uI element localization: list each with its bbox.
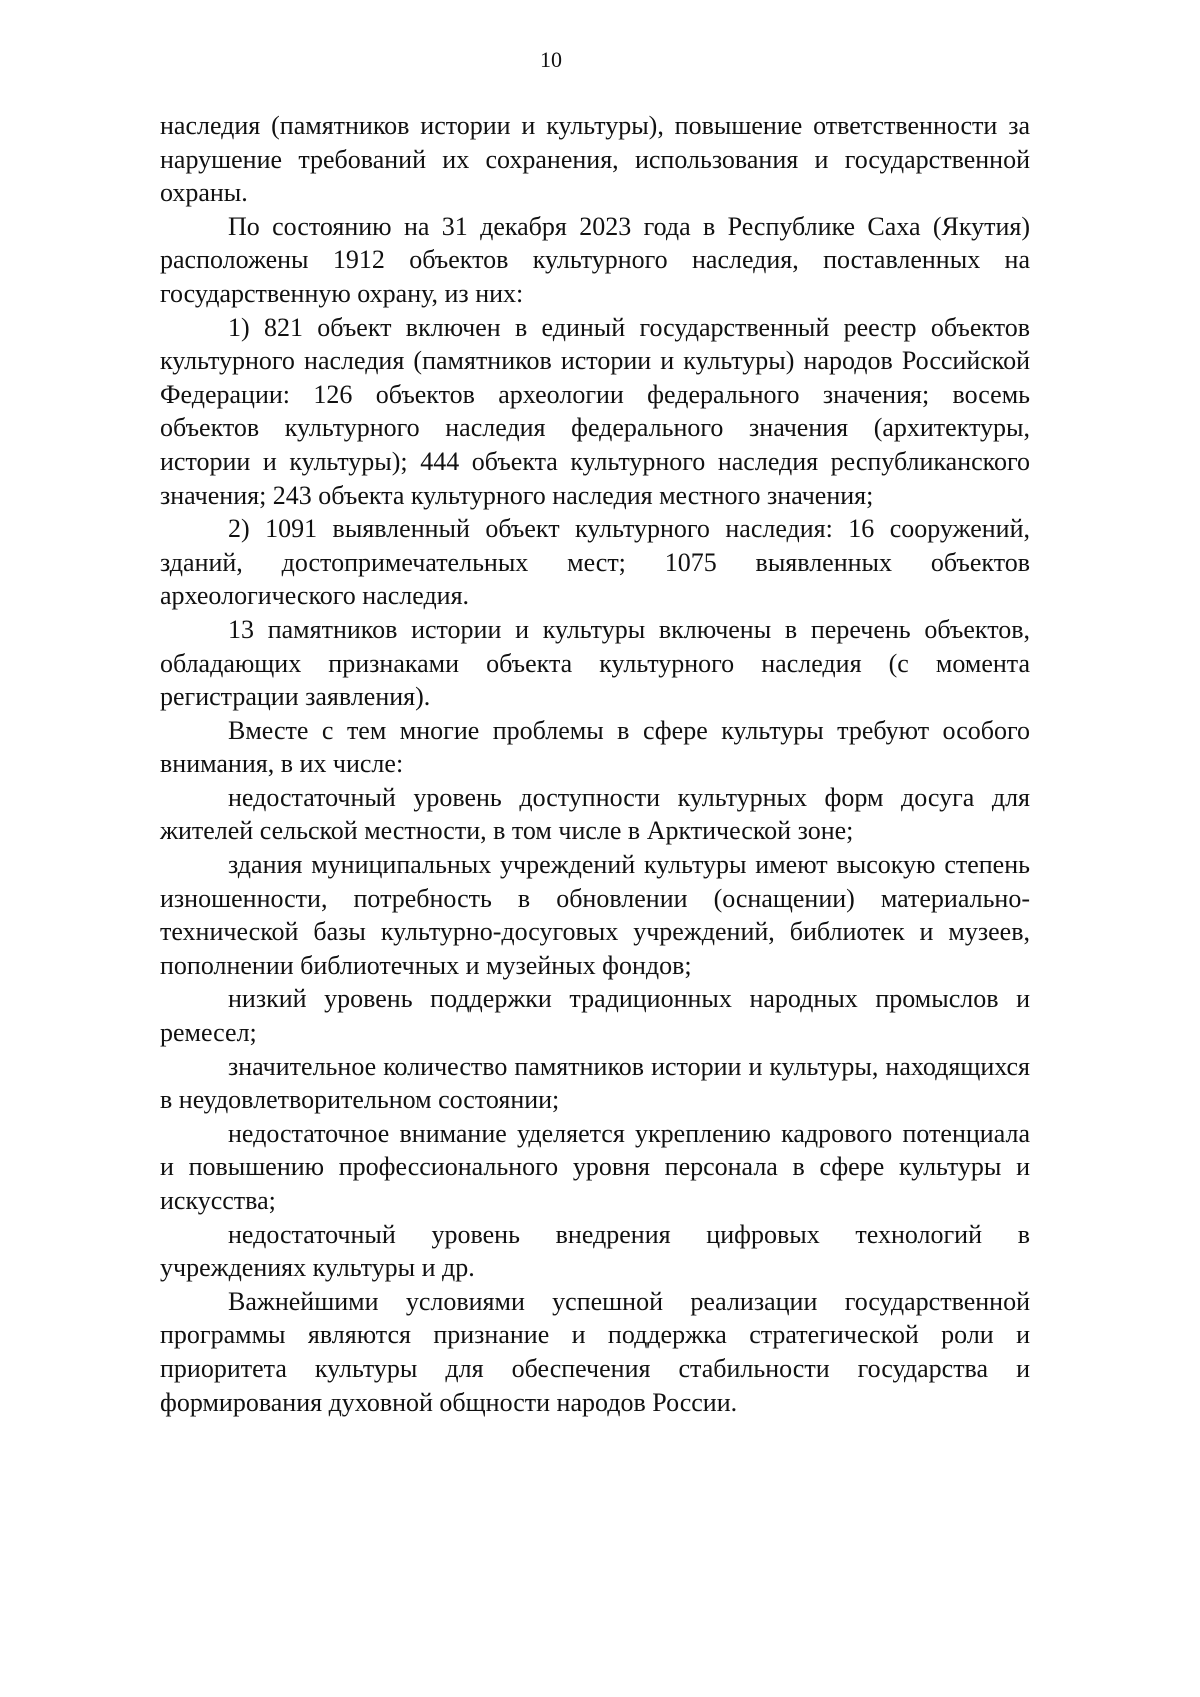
paragraph-problems-intro: Вместе с тем многие проблемы в сфере культуры требуют особого внимания, в их числе: bbox=[160, 715, 1030, 779]
paragraph-monuments-list: 13 памятников истории и культуры включены в перечень объектов, обладающих признаками объекта культурного наследия (с момента регистрации заявления). bbox=[160, 614, 1030, 712]
paragraph-problem-staff: недостаточное внимание уделяется укреплению кадрового потенциала и повышению профессионального уровня персонала в сфере культуры и искусства; bbox=[160, 1118, 1030, 1215]
body-text bbox=[160, 109, 1030, 1419]
paragraph-conclusion: Важнейшими условиями успешной реализации государственной программы являются признание и поддержка стратегической роли и приоритета культуры для обеспечения стабильности государства и формирования духовной общности народов России. bbox=[160, 1286, 1030, 1417]
paragraph-problem-digital: недостаточный уровень внедрения цифровых технологий в учреждениях культуры и др. bbox=[160, 1219, 1030, 1283]
paragraph-heritage-status: По состоянию на 31 декабря 2023 года в Республике Саха (Якутия) расположены 1912 объектов культурного наследия, поставленных на государственную охрану, из них: bbox=[160, 211, 1030, 308]
paragraph-identified-objects: 2) 1091 выявленный объект культурного наследия: 16 сооружений, зданий, достопримечательных мест; 1075 выявленных объектов археологического наследия. bbox=[160, 514, 1030, 611]
paragraph-problem-crafts: низкий уровень поддержки традиционных народных промыслов и ремесел; bbox=[160, 984, 1030, 1048]
paragraph-problem-monuments: значительное количество памятников истории и культуры, находящихся в неудовлетворительном состоянии; bbox=[160, 1051, 1030, 1115]
paragraph-problem-accessibility: недостаточный уровень доступности культурных форм досуга для жителей сельской местности, в том числе в Арктической зоне; bbox=[160, 782, 1030, 846]
paragraph-continuation: наследия (памятников истории и культуры), повышение ответственности за нарушение требований их сохранения, использования и государственной охраны. bbox=[160, 111, 1030, 208]
paragraph-registry-objects: 1) 821 объект включен в единый государственный реестр объектов культурного наследия (памятников истории и культуры) народов Российской Федерации: 126 объектов археологии федерального значения; восемь объектов культурного наследия федерального значения (архитектуры, истории и культуры); 444 объекта культурного наследия республиканского значения; 243 объекта культурного наследия местного значения; bbox=[160, 312, 1030, 510]
page-number: 10 bbox=[540, 47, 562, 72]
paragraph-problem-buildings: здания муниципальных учреждений культуры имеют высокую степень изношенности, потребность в обновлении (оснащении) материально-технической базы культурно-досуговых учреждений, библиотек и музеев, пополнении библиотечных и музейных фондов; bbox=[160, 850, 1030, 980]
